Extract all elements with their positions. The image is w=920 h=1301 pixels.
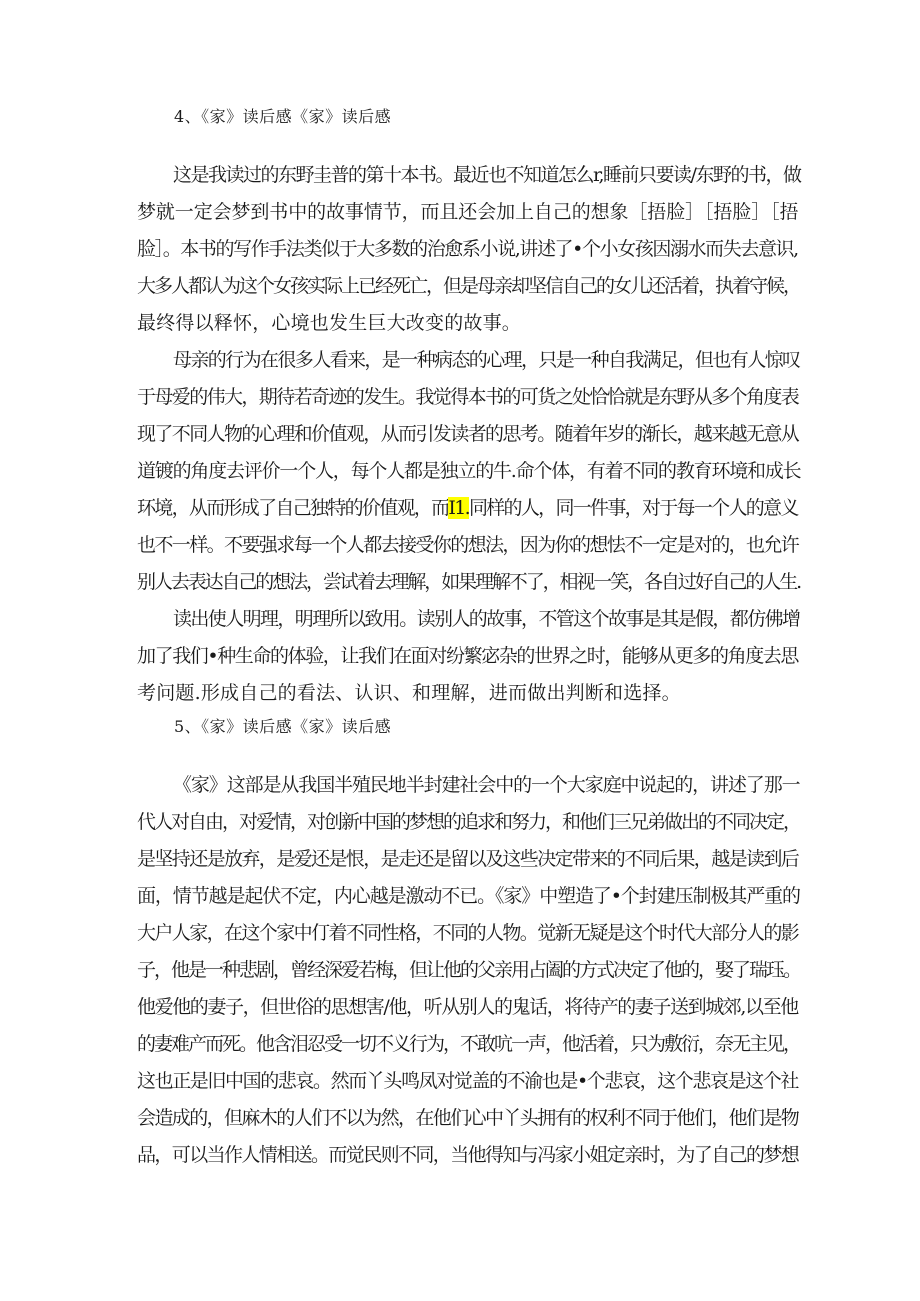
paragraph-line: 母亲的行为在很多人看来，是一种病态的心理，只是一种自我满足，但也有人惊叹 [173, 349, 800, 371]
paragraph-line: 会造成的，但麻木的人们不以为然，在他们心中丫头拥有的权利不同于他们，他们是物 [137, 1107, 799, 1129]
paragraph-line: 脸］。本书的写作手法类似于大多数的治愈系小说,讲述了•个小女孩因溺水而失去意识, [137, 238, 798, 260]
line-text: 同样的人，同一件事，对于每一个人的意义 [468, 497, 798, 519]
paragraph-line: 也不一样。不要强求每一个人都去接受你的想法，因为你的想怯不一定是对的，也允许 [137, 534, 799, 556]
paragraph-line: 的妻难产而死。他含泪忍受一切不义行为，不敢吭一声，他活着，只为敷衍，奈无主见， [137, 1033, 801, 1055]
paragraph-line: 于母爱的伟大，期待若奇迹的发生。我觉得本书的可货之处恰恰就是东野从多个角度表 [137, 386, 799, 408]
section-5-heading: 5、《家》读后感《家》读后感 [174, 717, 392, 736]
paragraph-line: 梦就一定会梦到书中的故事情节，而且还会加上自己的想象［捂脸］［捂脸］［捂 [137, 201, 799, 223]
paragraph-line: 道镀的角度去评价一个人，每个人都是独立的牛.命个体，有着不同的教育环境和成长 [137, 460, 801, 482]
paragraph-line: 最终得以释怀，心境也发生巨大改变的故事。 [137, 312, 522, 334]
paragraph-line: 现了不同人物的心理和价值观，从而引发读者的思考。随着年岁的渐长，越来越无意从 [137, 423, 799, 445]
paragraph-line: 这也正是旧中国的悲哀。然而丫头鸣凤对觉盖的不渝也是•个悲哀，这个悲哀是这个社 [137, 1070, 799, 1092]
paragraph-line: 这是我读过的东野圭普的第十本书。最近也不知道怎么r,睡前只要读/东野的书，做 [173, 164, 801, 186]
paragraph-line [137, 496, 798, 520]
paragraph-line: 《家》这部是从我国半殖民地半封建社会中的一个大家庭中说起的，讲述了那一 [173, 774, 800, 796]
paragraph-line: 是坚持还是放弃，是爱还是恨，是走还是留以及这些决定带来的不同后果，越是读到后 [137, 848, 799, 870]
section-4-heading: 4、《家》读后感《家》读后感 [174, 107, 392, 126]
paragraph-line: 读出使人明理，明理所以致用。读别人的故事，不管这个故事是其是假，都仿佛增 [173, 608, 800, 630]
paragraph-line: 加了我们•种生命的体验，让我们在面对纷繁宓杂的世界之时，能够从更多的角度去思 [137, 645, 799, 667]
paragraph-line: 他爱他的妻子，但世俗的思想害/他，听从别人的鬼话，将待产的妻子送到城郊,以至他 [137, 996, 798, 1018]
line-text: 环境，从而形成了自己独特的价值观，而 [137, 497, 449, 519]
highlighted-text: I1. [448, 497, 469, 519]
paragraph-line: 大户人家，在这个家中仃着不同性格，不同的人物。觉新无疑是这个时代大部分人的影 [137, 922, 799, 944]
paragraph-line: 代人对自由，对爱情，对创新中国的梦想的追求和努力，和他们三兄弟做出的不同决定， [137, 811, 801, 833]
paragraph-line: 考问题.形成自己的看法、认识、和理解，进而做出判断和选择。 [137, 682, 681, 704]
paragraph-line: 别人去表达自己的想法，尝试着去理解，如果理解不了，相视一笑，各自过好自己的人生. [137, 571, 801, 593]
paragraph-line: 子，他是一种悲剧，曾经深爱若梅，但让他的父亲用占阖的方式决定了他的，娶了瑞珏。 [137, 959, 801, 981]
paragraph-line: 大多人都认为这个女孩实际上已经死亡，但是母亲却坚信自己的女儿还活着，执着守候， [137, 275, 801, 297]
paragraph-line: 面，情节越是起伏不定，内心越是激动不已。《家》中塑造了•个封建压制极其严重的 [137, 885, 800, 907]
paragraph-line: 品，可以当作人情相送。而觉民则不同，当他得知与冯家小姐定亲时，为了自己的梦想 [137, 1144, 799, 1166]
